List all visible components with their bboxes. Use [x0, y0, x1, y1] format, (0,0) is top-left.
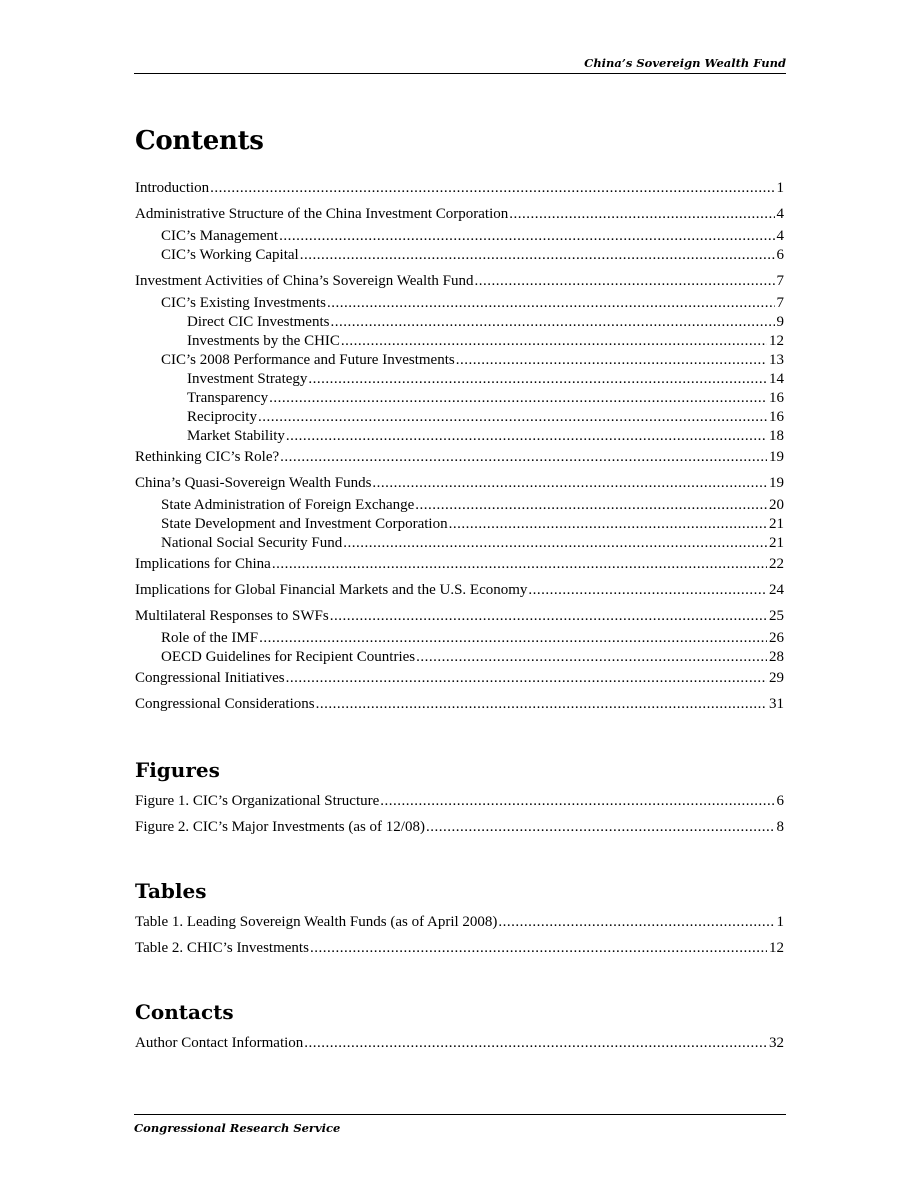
- toc-entry-cic-existing-investments[interactable]: [135, 294, 784, 313]
- toc-entry-page: 31: [769, 696, 784, 712]
- toc-entry-table-1[interactable]: [135, 913, 784, 932]
- dot-leader: [327, 294, 775, 313]
- dot-leader: [286, 427, 767, 446]
- dot-leader: [316, 695, 767, 714]
- toc-entry-title: Administrative Structure of the China Investment Corporation: [135, 206, 509, 222]
- toc-entry-cic-working-capital[interactable]: [135, 246, 784, 265]
- toc-entry-title: Direct CIC Investments: [187, 314, 330, 330]
- toc-entry-implications-china[interactable]: [135, 555, 784, 574]
- dot-leader: [210, 179, 774, 198]
- toc-entry-page: 12: [769, 333, 784, 349]
- dot-leader: [269, 389, 767, 408]
- figures-heading: Figures: [135, 758, 220, 782]
- toc-entry-investment-activities[interactable]: [135, 272, 784, 291]
- toc-entry-page: 12: [769, 940, 784, 956]
- toc-entry-page: 7: [776, 295, 784, 311]
- toc-entry-title: Investment Strategy: [187, 371, 308, 387]
- toc-entry-table-2[interactable]: [135, 939, 784, 958]
- dot-leader: [300, 246, 775, 265]
- toc-entry-page: 32: [769, 1035, 784, 1051]
- toc-entry-page: 19: [769, 475, 784, 491]
- toc-entry-page: 21: [769, 516, 784, 532]
- toc-entry-page: 21: [769, 535, 784, 551]
- toc-entry-page: 29: [769, 670, 784, 686]
- toc-entry-title: CIC’s Management: [161, 228, 279, 244]
- toc-entry-page: 6: [776, 247, 784, 263]
- dot-leader: [272, 555, 767, 574]
- contacts-section: [135, 999, 784, 1053]
- toc-entry-title: Investment Activities of China’s Sovereign Wealth Fund: [135, 273, 474, 289]
- dot-leader: [330, 313, 774, 332]
- toc-entry-title: State Administration of Foreign Exchange: [161, 497, 415, 513]
- dot-leader: [308, 370, 767, 389]
- toc-entry-title: Reciprocity: [187, 409, 257, 425]
- toc-entry-title: Investments by the CHIC: [187, 333, 340, 349]
- dot-leader: [474, 272, 774, 291]
- dot-leader: [258, 408, 767, 427]
- running-footer: Congressional Research Service: [134, 1114, 786, 1135]
- dot-leader: [341, 332, 767, 351]
- toc-entry-direct-cic-investments[interactable]: [135, 313, 784, 332]
- contents-list: [135, 179, 784, 714]
- dot-leader: [280, 448, 767, 467]
- toc-entry-title: Market Stability: [187, 428, 285, 444]
- toc-entry-rethinking-cic-role[interactable]: [135, 448, 784, 467]
- dot-leader: [259, 629, 767, 648]
- toc-entry-author-contact[interactable]: [135, 1034, 784, 1053]
- toc-entry-page: 13: [769, 352, 784, 368]
- toc-entry-title: Congressional Initiatives: [135, 670, 285, 686]
- toc-entry-title: CIC’s Working Capital: [161, 247, 299, 263]
- toc-entry-oecd-guidelines[interactable]: [135, 648, 784, 667]
- toc-entry-title: OECD Guidelines for Recipient Countries: [161, 649, 416, 665]
- dot-leader: [330, 607, 767, 626]
- dot-leader: [343, 534, 767, 553]
- dot-leader: [426, 818, 775, 837]
- toc-entry-page: 22: [769, 556, 784, 572]
- dot-leader: [528, 581, 767, 600]
- toc-entry-page: 19: [769, 449, 784, 465]
- toc-entry-figure-1[interactable]: [135, 792, 784, 811]
- toc-entry-page: 7: [776, 273, 784, 289]
- dot-leader: [380, 792, 774, 811]
- toc-entry-quasi-sovereign-funds[interactable]: [135, 474, 784, 493]
- toc-entry-title: Author Contact Information: [135, 1035, 304, 1051]
- toc-entry-page: 1: [776, 180, 784, 196]
- toc-entry-sdic[interactable]: [135, 515, 784, 534]
- toc-entry-title: Congressional Considerations: [135, 696, 315, 712]
- toc-entry-administrative-structure[interactable]: [135, 205, 784, 224]
- running-header: China’s Sovereign Wealth Fund: [134, 56, 786, 74]
- toc-entry-congressional-initiatives[interactable]: [135, 669, 784, 688]
- toc-entry-congressional-considerations[interactable]: [135, 695, 784, 714]
- toc-entry-implications-global[interactable]: [135, 581, 784, 600]
- contents-heading: Contents: [135, 126, 264, 156]
- toc-entry-safe[interactable]: [135, 496, 784, 515]
- toc-entry-cic-2008-performance[interactable]: [135, 351, 784, 370]
- toc-entry-investment-strategy[interactable]: [135, 370, 784, 389]
- toc-entry-page: 4: [776, 228, 784, 244]
- toc-entry-title: Table 1. Leading Sovereign Wealth Funds (as of April 2008): [135, 914, 498, 930]
- toc-entry-page: 9: [776, 314, 784, 330]
- toc-entry-page: 20: [769, 497, 784, 513]
- toc-entry-title: Rethinking CIC’s Role?: [135, 449, 280, 465]
- toc-entry-title: National Social Security Fund: [161, 535, 343, 551]
- dot-leader: [310, 939, 767, 958]
- figures-section: [135, 757, 784, 837]
- toc-entry-title: Figure 2. CIC’s Major Investments (as of 12/08): [135, 819, 425, 835]
- dot-leader: [286, 669, 767, 688]
- toc-entry-page: 26: [769, 630, 784, 646]
- toc-entry-page: 16: [769, 390, 784, 406]
- toc-entry-title: CIC’s Existing Investments: [161, 295, 326, 311]
- toc-entry-page: 28: [769, 649, 784, 665]
- contacts-heading: Contacts: [135, 1000, 234, 1024]
- toc-entry-title: CIC’s 2008 Performance and Future Investments: [161, 352, 455, 368]
- toc-entry-page: 6: [776, 793, 784, 809]
- dot-leader: [415, 496, 767, 515]
- tables-heading: Tables: [135, 879, 207, 903]
- toc-entry-multilateral-responses[interactable]: [135, 607, 784, 626]
- toc-entry-page: 4: [776, 206, 784, 222]
- toc-entry-title: Table 2. CHIC’s Investments: [135, 940, 309, 956]
- table-of-contents: [135, 124, 784, 1053]
- toc-entry-title: Transparency: [187, 390, 269, 406]
- toc-entry-page: 18: [769, 428, 784, 444]
- toc-entry-page: 25: [769, 608, 784, 624]
- toc-entry-title: Figure 1. CIC’s Organizational Structure: [135, 793, 380, 809]
- tables-section: [135, 878, 784, 958]
- toc-entry-title: State Development and Investment Corporation: [161, 516, 448, 532]
- toc-entry-market-stability[interactable]: [135, 427, 784, 446]
- toc-entry-title: China’s Quasi-Sovereign Wealth Funds: [135, 475, 372, 491]
- toc-entry-title: Introduction: [135, 180, 210, 196]
- dot-leader: [509, 205, 774, 224]
- dot-leader: [372, 474, 767, 493]
- toc-entry-page: 14: [769, 371, 784, 387]
- toc-entry-nssf[interactable]: [135, 534, 784, 553]
- toc-entry-role-of-imf[interactable]: [135, 629, 784, 648]
- dot-leader: [498, 913, 774, 932]
- dot-leader: [279, 227, 774, 246]
- dot-leader: [456, 351, 767, 370]
- toc-entry-title: Implications for Global Financial Markets and the U.S. Economy: [135, 582, 528, 598]
- toc-entry-title: Implications for China: [135, 556, 271, 572]
- dot-leader: [449, 515, 767, 534]
- toc-entry-page: 8: [776, 819, 784, 835]
- toc-entry-introduction[interactable]: [135, 179, 784, 198]
- toc-entry-reciprocity[interactable]: [135, 408, 784, 427]
- dot-leader: [304, 1034, 767, 1053]
- toc-entry-figure-2[interactable]: [135, 818, 784, 837]
- toc-entry-investments-by-chic[interactable]: [135, 332, 784, 351]
- toc-entry-page: 1: [776, 914, 784, 930]
- toc-entry-cic-management[interactable]: [135, 227, 784, 246]
- toc-entry-page: 16: [769, 409, 784, 425]
- toc-entry-title: Role of the IMF: [161, 630, 259, 646]
- toc-entry-page: 24: [769, 582, 784, 598]
- toc-entry-transparency[interactable]: [135, 389, 784, 408]
- toc-entry-title: Multilateral Responses to SWFs: [135, 608, 329, 624]
- dot-leader: [416, 648, 767, 667]
